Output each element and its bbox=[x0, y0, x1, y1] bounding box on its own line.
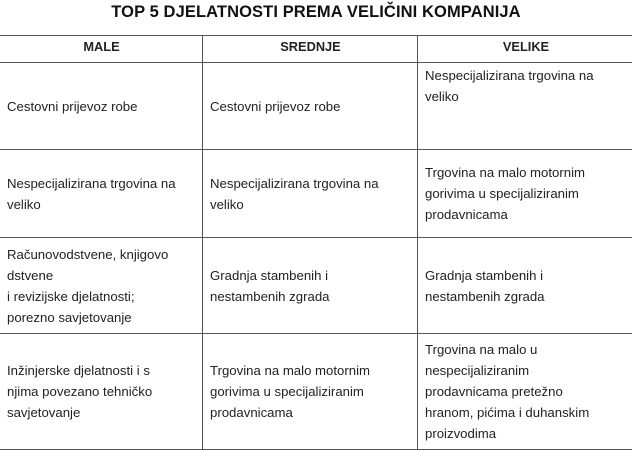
table-row bbox=[0, 334, 632, 450]
table-row bbox=[0, 63, 632, 150]
cell-text: Trgovina na malo motornim gorivima u specijaliziranim prodavnicama bbox=[425, 162, 627, 225]
cell-text: Nespecijalizirana trgovina na veliko bbox=[7, 173, 196, 215]
page-title: TOP 5 DJELATNOSTI PREMA VELIČINI KOMPANIJA bbox=[0, 3, 632, 22]
table-cell bbox=[203, 238, 418, 334]
table-cell bbox=[203, 63, 418, 150]
table-cell bbox=[418, 63, 632, 150]
cell-text: Gradnja stambenih i nestambenih zgrada bbox=[210, 265, 411, 307]
table-cell bbox=[0, 150, 203, 238]
cell-text: Trgovina na malo u nespecijaliziranim prodavnicama pretežno hranom, pićima i duhanskim proizvodima bbox=[425, 339, 627, 444]
cell-text: Cestovni prijevoz robe bbox=[7, 96, 196, 117]
column-header-velike: VELIKE bbox=[418, 36, 632, 63]
column-header-male: MALE bbox=[0, 36, 203, 63]
cell-text: Nespecijalizirana trgovina na veliko bbox=[425, 65, 627, 107]
table-row bbox=[0, 150, 632, 238]
cell-text: Inžinjerske djelatnosti i s njima povezano tehničko savjetovanje bbox=[7, 360, 196, 423]
cell-text: Računovodstvene, knjigovo dstvene i revizijske djelatnosti; porezno savjetovanje bbox=[7, 244, 196, 328]
table-cell bbox=[203, 334, 418, 450]
table-cell bbox=[0, 334, 203, 450]
cell-text: Nespecijalizirana trgovina na veliko bbox=[210, 173, 411, 215]
table-cell bbox=[203, 150, 418, 238]
cell-text: Cestovni prijevoz robe bbox=[210, 96, 411, 117]
companies-table bbox=[0, 35, 632, 450]
table-cell bbox=[418, 238, 632, 334]
table-cell bbox=[0, 238, 203, 334]
cell-text: Trgovina na malo motornim gorivima u specijaliziranim prodavnicama bbox=[210, 360, 411, 423]
column-header-srednje: SREDNJE bbox=[203, 36, 418, 63]
table-cell bbox=[0, 63, 203, 150]
table-cell bbox=[418, 334, 632, 450]
table-row bbox=[0, 238, 632, 334]
table-header-row bbox=[0, 36, 632, 63]
cell-text: Gradnja stambenih i nestambenih zgrada bbox=[425, 265, 627, 307]
table-cell bbox=[418, 150, 632, 238]
